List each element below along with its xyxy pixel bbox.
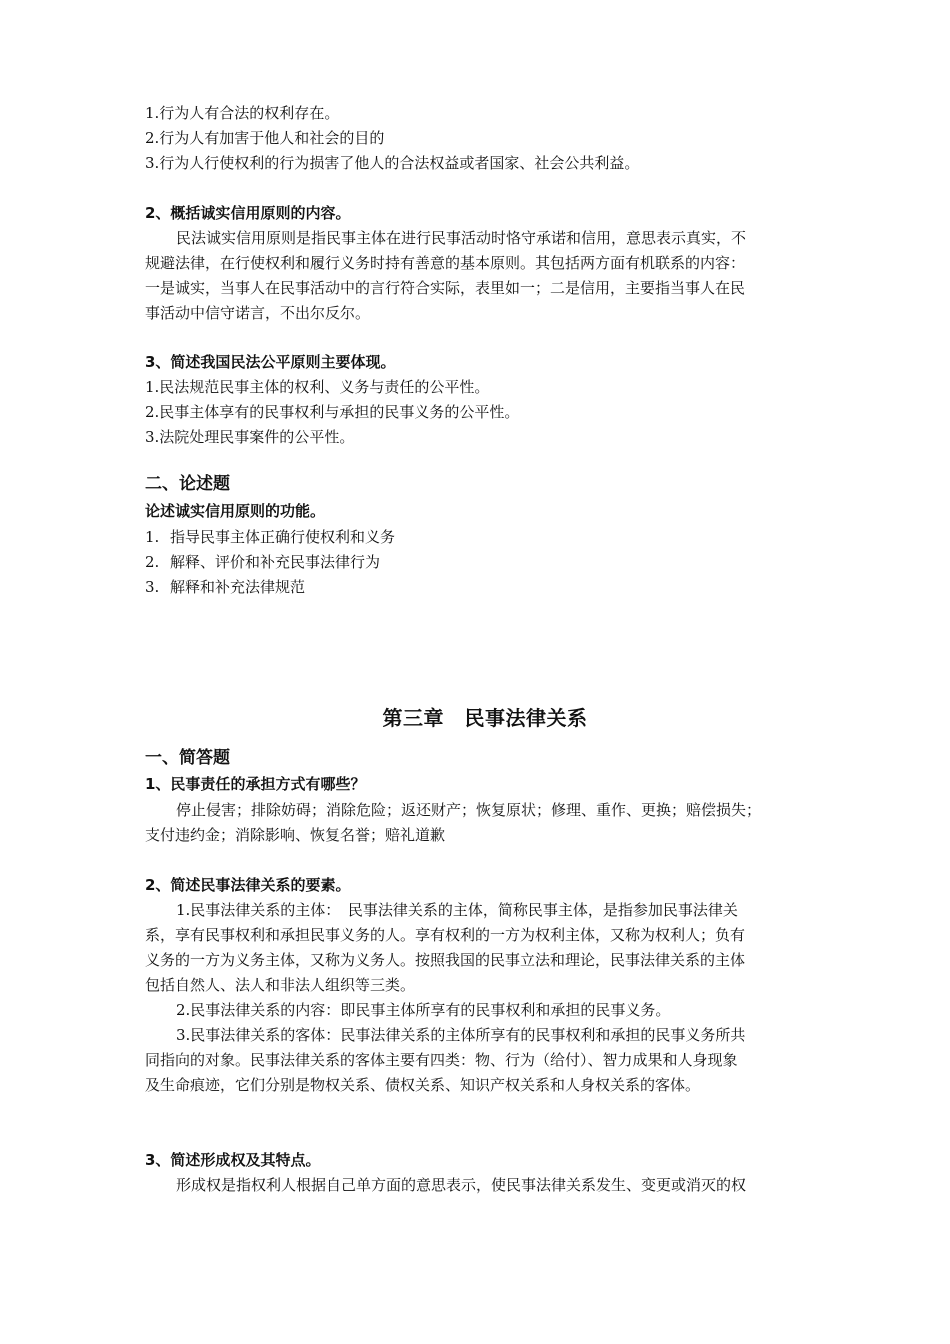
paragraph-line: 同指向的对象。民事法律关系的客体主要有四类：物、行为（给付）、智力成果和人身现象: [145, 1051, 738, 1069]
paragraph-line: 一是诚实，当事人在民事活动中的言行符合实际，表里如一；二是信用，主要指当事人在民: [145, 279, 746, 297]
question-title: 2、概括诚实信用原则的内容。: [145, 204, 351, 222]
list-text: 解释和补充法律规范: [170, 578, 306, 596]
paragraph-line: 民法诚实信用原则是指民事主体在进行民事活动时恪守承诺和信用，意思表示真实，不: [176, 229, 747, 247]
paragraph-line: 系，享有民事权利和承担民事义务的人。享有权利的一方为权利主体，又称为权利人；负有: [145, 926, 746, 944]
question-title: 3、简述我国民法公平原则主要体现。: [145, 353, 396, 371]
question-title: 2、简述民事法律关系的要素。: [145, 876, 351, 894]
section-heading: 二、论述题: [145, 474, 230, 494]
paragraph-line: 1.民事法律关系的主体： 民事法律关系的主体，简称民事主体，是指参加民事法律关: [176, 901, 738, 919]
paragraph-line: 包括自然人、法人和非法人组织等三类。: [145, 976, 416, 994]
question-title: 1、民事责任的承担方式有哪些？: [145, 775, 366, 793]
paragraph-line: 规避法律，在行使权利和履行义务时持有善意的基本原则。其包括两方面有机联系的内容：: [145, 254, 746, 272]
list-item: [145, 527, 395, 547]
paragraph-line: 3.民事法律关系的客体：民事法律关系的主体所享有的民事权利和承担的民事义务所共: [176, 1026, 746, 1044]
paragraph-line: 支付违约金；消除影响、恢复名誉；赔礼道歉: [145, 826, 446, 844]
section-heading: 一、简答题: [145, 748, 230, 768]
list-item: 2.行为人有加害于他人和社会的目的: [145, 129, 385, 147]
list-item: 2.民事主体享有的民事权利与承担的民事义务的公平性。: [145, 403, 520, 421]
question-title: 论述诚实信用原则的功能。: [145, 502, 326, 520]
list-item: 1.行为人有合法的权利存在。: [145, 104, 340, 122]
list-number: 1.: [145, 528, 160, 546]
paragraph-line: 及生命痕迹，它们分别是物权关系、债权关系、知识产权关系和人身权关系的客体。: [145, 1076, 701, 1094]
paragraph-line: 义务的一方为义务主体，又称为义务人。按照我国的民事立法和理论，民事法律关系的主体: [145, 951, 746, 969]
question-title: 3、简述形成权及其特点。: [145, 1151, 321, 1169]
paragraph-line: 2.民事法律关系的内容：即民事主体所享有的民事权利和承担的民事义务。: [176, 1001, 671, 1019]
list-item: 3.法院处理民事案件的公平性。: [145, 428, 355, 446]
list-text: 解释、评价和补充民事法律行为: [170, 553, 381, 571]
list-text: 指导民事主体正确行使权利和义务: [170, 528, 396, 546]
chapter-title: 第三章 民事法律关系: [382, 706, 588, 730]
list-number: 3.: [145, 578, 160, 596]
list-item: 1.民法规范民事主体的权利、义务与责任的公平性。: [145, 378, 490, 396]
paragraph-line: 事活动中信守诺言，不出尔反尔。: [145, 304, 371, 322]
paragraph-line: 停止侵害；排除妨碍；消除危险；返还财产；恢复原状；修理、重作、更换；赔偿损失；: [176, 801, 762, 819]
paragraph-line: 形成权是指权利人根据自己单方面的意思表示，使民事法律关系发生、变更或消灭的权: [176, 1176, 747, 1194]
list-item: 3.行为人行使权利的行为损害了他人的合法权益或者国家、社会公共利益。: [145, 154, 640, 172]
list-item: [145, 552, 380, 572]
list-item: [145, 577, 305, 597]
list-number: 2.: [145, 553, 160, 571]
